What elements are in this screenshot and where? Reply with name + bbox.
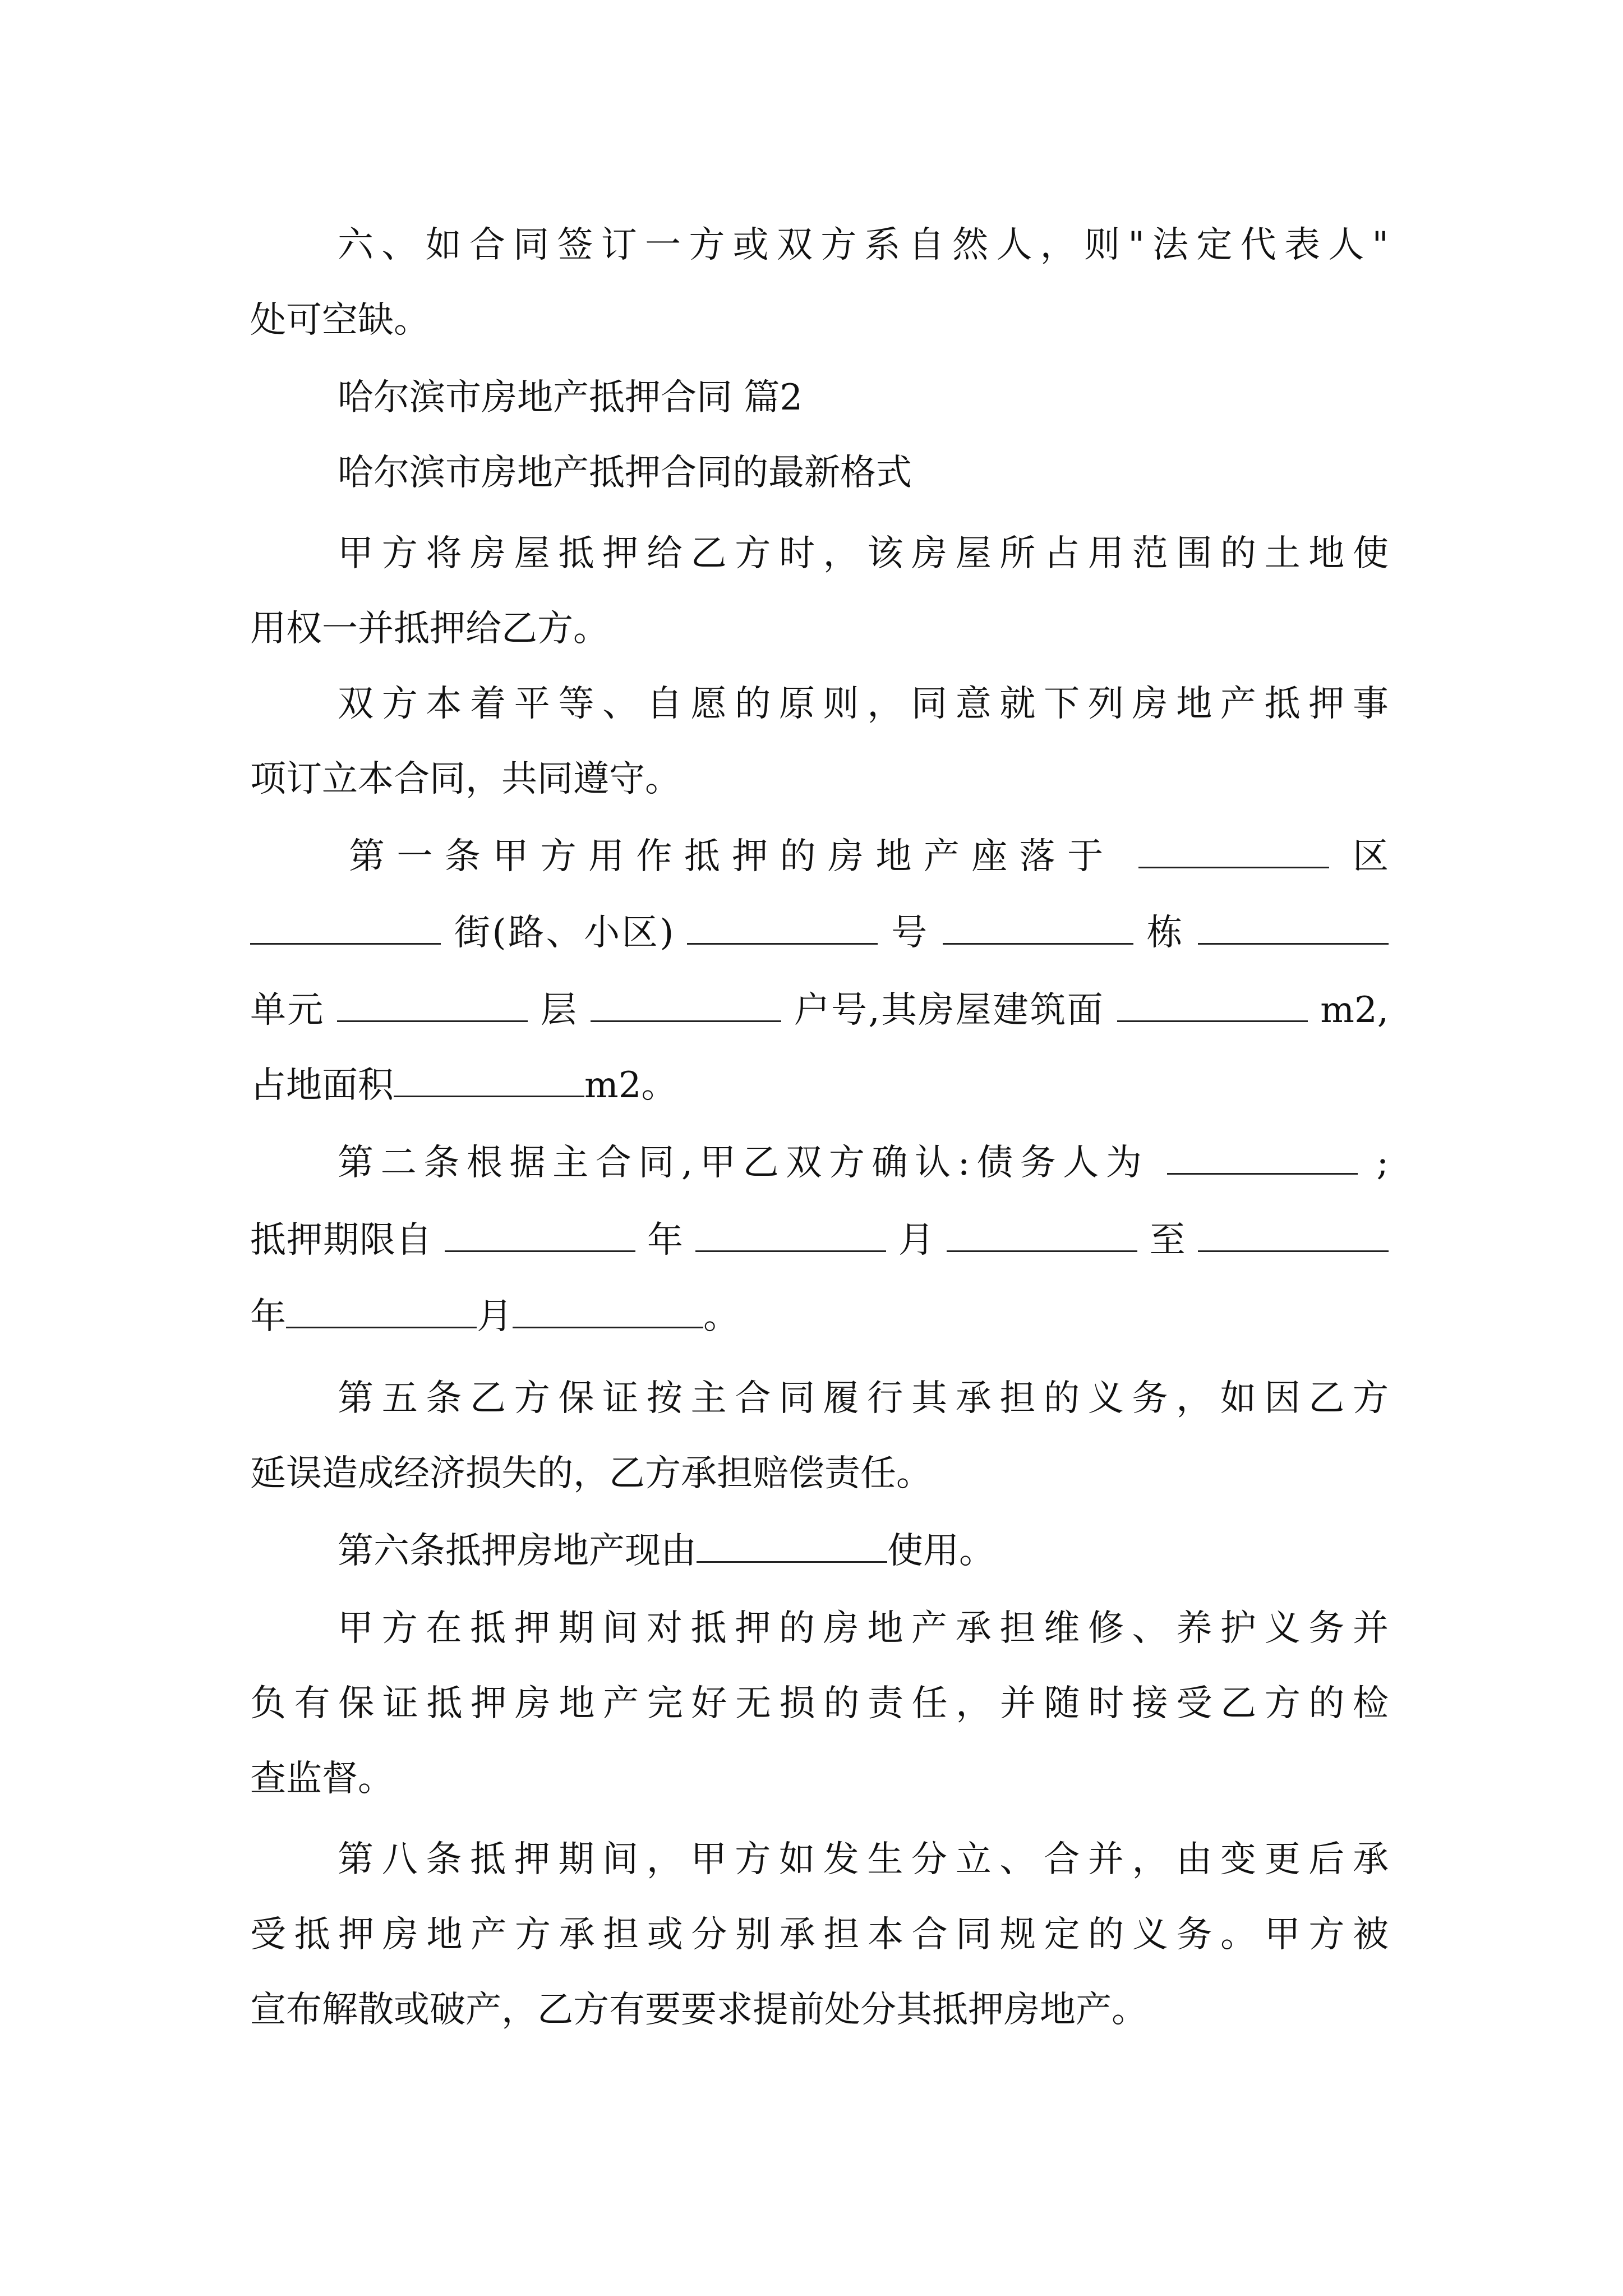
fill-blank[interactable] [1117, 989, 1308, 1022]
paragraph-line: 双方本着平等、自愿的原则，同意就下列房地产抵押事 [338, 683, 1389, 725]
fill-blank[interactable] [591, 989, 781, 1022]
clause-text: 年 [647, 1220, 684, 1261]
clause-2-line [250, 1269, 1389, 1364]
fill-blank[interactable] [687, 912, 878, 945]
fill-blank[interactable] [394, 1064, 584, 1097]
fill-blank[interactable] [1198, 1219, 1389, 1252]
clause-text: 街(路、小区) [454, 912, 674, 954]
paragraph-line: 甲方将房屋抵押给乙方时，该房屋所占用范围的土地使 [338, 533, 1389, 574]
paragraph-line: 受抵押房地产方承担或分别承担本合同规定的义务。甲方被 [250, 1914, 1389, 1955]
paragraph-line: 宣布解散或破产，乙方有要要求提前处分其抵押房地产。 [250, 1989, 1147, 2031]
paragraph-line: 处可空缺。 [250, 300, 430, 341]
paragraph-line: 第八条抵押期间，甲方如发生分立、合并，由变更后承 [338, 1839, 1389, 1880]
clause-text: 单元 [250, 990, 325, 1031]
document-subtitle: 哈尔滨市房地产抵押合同的最新格式 [338, 452, 912, 494]
clause-text: 第二条根据主合同,甲乙双方确认:债务人为 [338, 1142, 1149, 1184]
fill-blank[interactable] [1167, 1142, 1358, 1175]
section-heading: 哈尔滨市房地产抵押合同 篇2 [338, 377, 803, 418]
clause-text: 层 [541, 990, 578, 1031]
paragraph-line: 负有保证抵押房地产完好无损的责任，并随时接受乙方的检 [250, 1683, 1389, 1724]
clause-text: 月 [898, 1220, 935, 1261]
fill-blank[interactable] [1138, 835, 1329, 868]
paragraph-line: 延误造成经济损失的，乙方承担赔偿责任。 [250, 1453, 932, 1494]
paragraph-line: 第五条乙方保证按主合同履行其承担的义务，如因乙方 [338, 1378, 1389, 1419]
fill-blank[interactable] [695, 1219, 886, 1252]
clause-text: 抵押期限自 [250, 1220, 433, 1261]
clause-text: 户号,其房屋建筑面 [794, 990, 1104, 1031]
clause-text: 至 [1149, 1220, 1186, 1261]
clause-text: 第一条甲方用作抵押的房地产座落于 [349, 836, 1115, 877]
clause-text: 区 [1353, 836, 1389, 877]
clause-text: 栋 [1146, 912, 1185, 954]
paragraph-line: 查监督。 [250, 1758, 394, 1800]
fill-blank[interactable] [286, 1295, 477, 1328]
clause-text: 年 [250, 1296, 286, 1337]
fill-blank[interactable] [697, 1530, 887, 1563]
paragraph-line: 项订立本合同，共同遵守。 [250, 758, 681, 800]
clause-text: 。 [703, 1296, 739, 1337]
fill-blank[interactable] [513, 1295, 703, 1328]
clause-text: 月 [477, 1296, 513, 1337]
clause-text: m2, [1320, 990, 1389, 1031]
paragraph-line: 六、如合同签订一方或双方系自然人，则"法定代表人" [338, 224, 1389, 266]
clause-text: 占地面积 [250, 1065, 394, 1106]
paragraph-line: 甲方在抵押期间对抵押的房地产承担维修、养护义务并 [338, 1608, 1389, 1649]
paragraph-line: 用权一并抵押给乙方。 [250, 608, 609, 650]
fill-blank[interactable] [1198, 912, 1389, 945]
clause-text: ; [1376, 1142, 1389, 1184]
clause-text: m2。 [584, 1065, 677, 1106]
fill-blank[interactable] [337, 989, 528, 1022]
fill-blank[interactable] [947, 1219, 1137, 1252]
fill-blank[interactable] [943, 912, 1133, 945]
clause-text: 使用。 [887, 1530, 995, 1572]
clause-text: 号 [891, 912, 929, 954]
fill-blank[interactable] [445, 1219, 635, 1252]
clause-text: 第六条抵押房地产现由 [338, 1530, 697, 1572]
fill-blank[interactable] [250, 912, 441, 945]
